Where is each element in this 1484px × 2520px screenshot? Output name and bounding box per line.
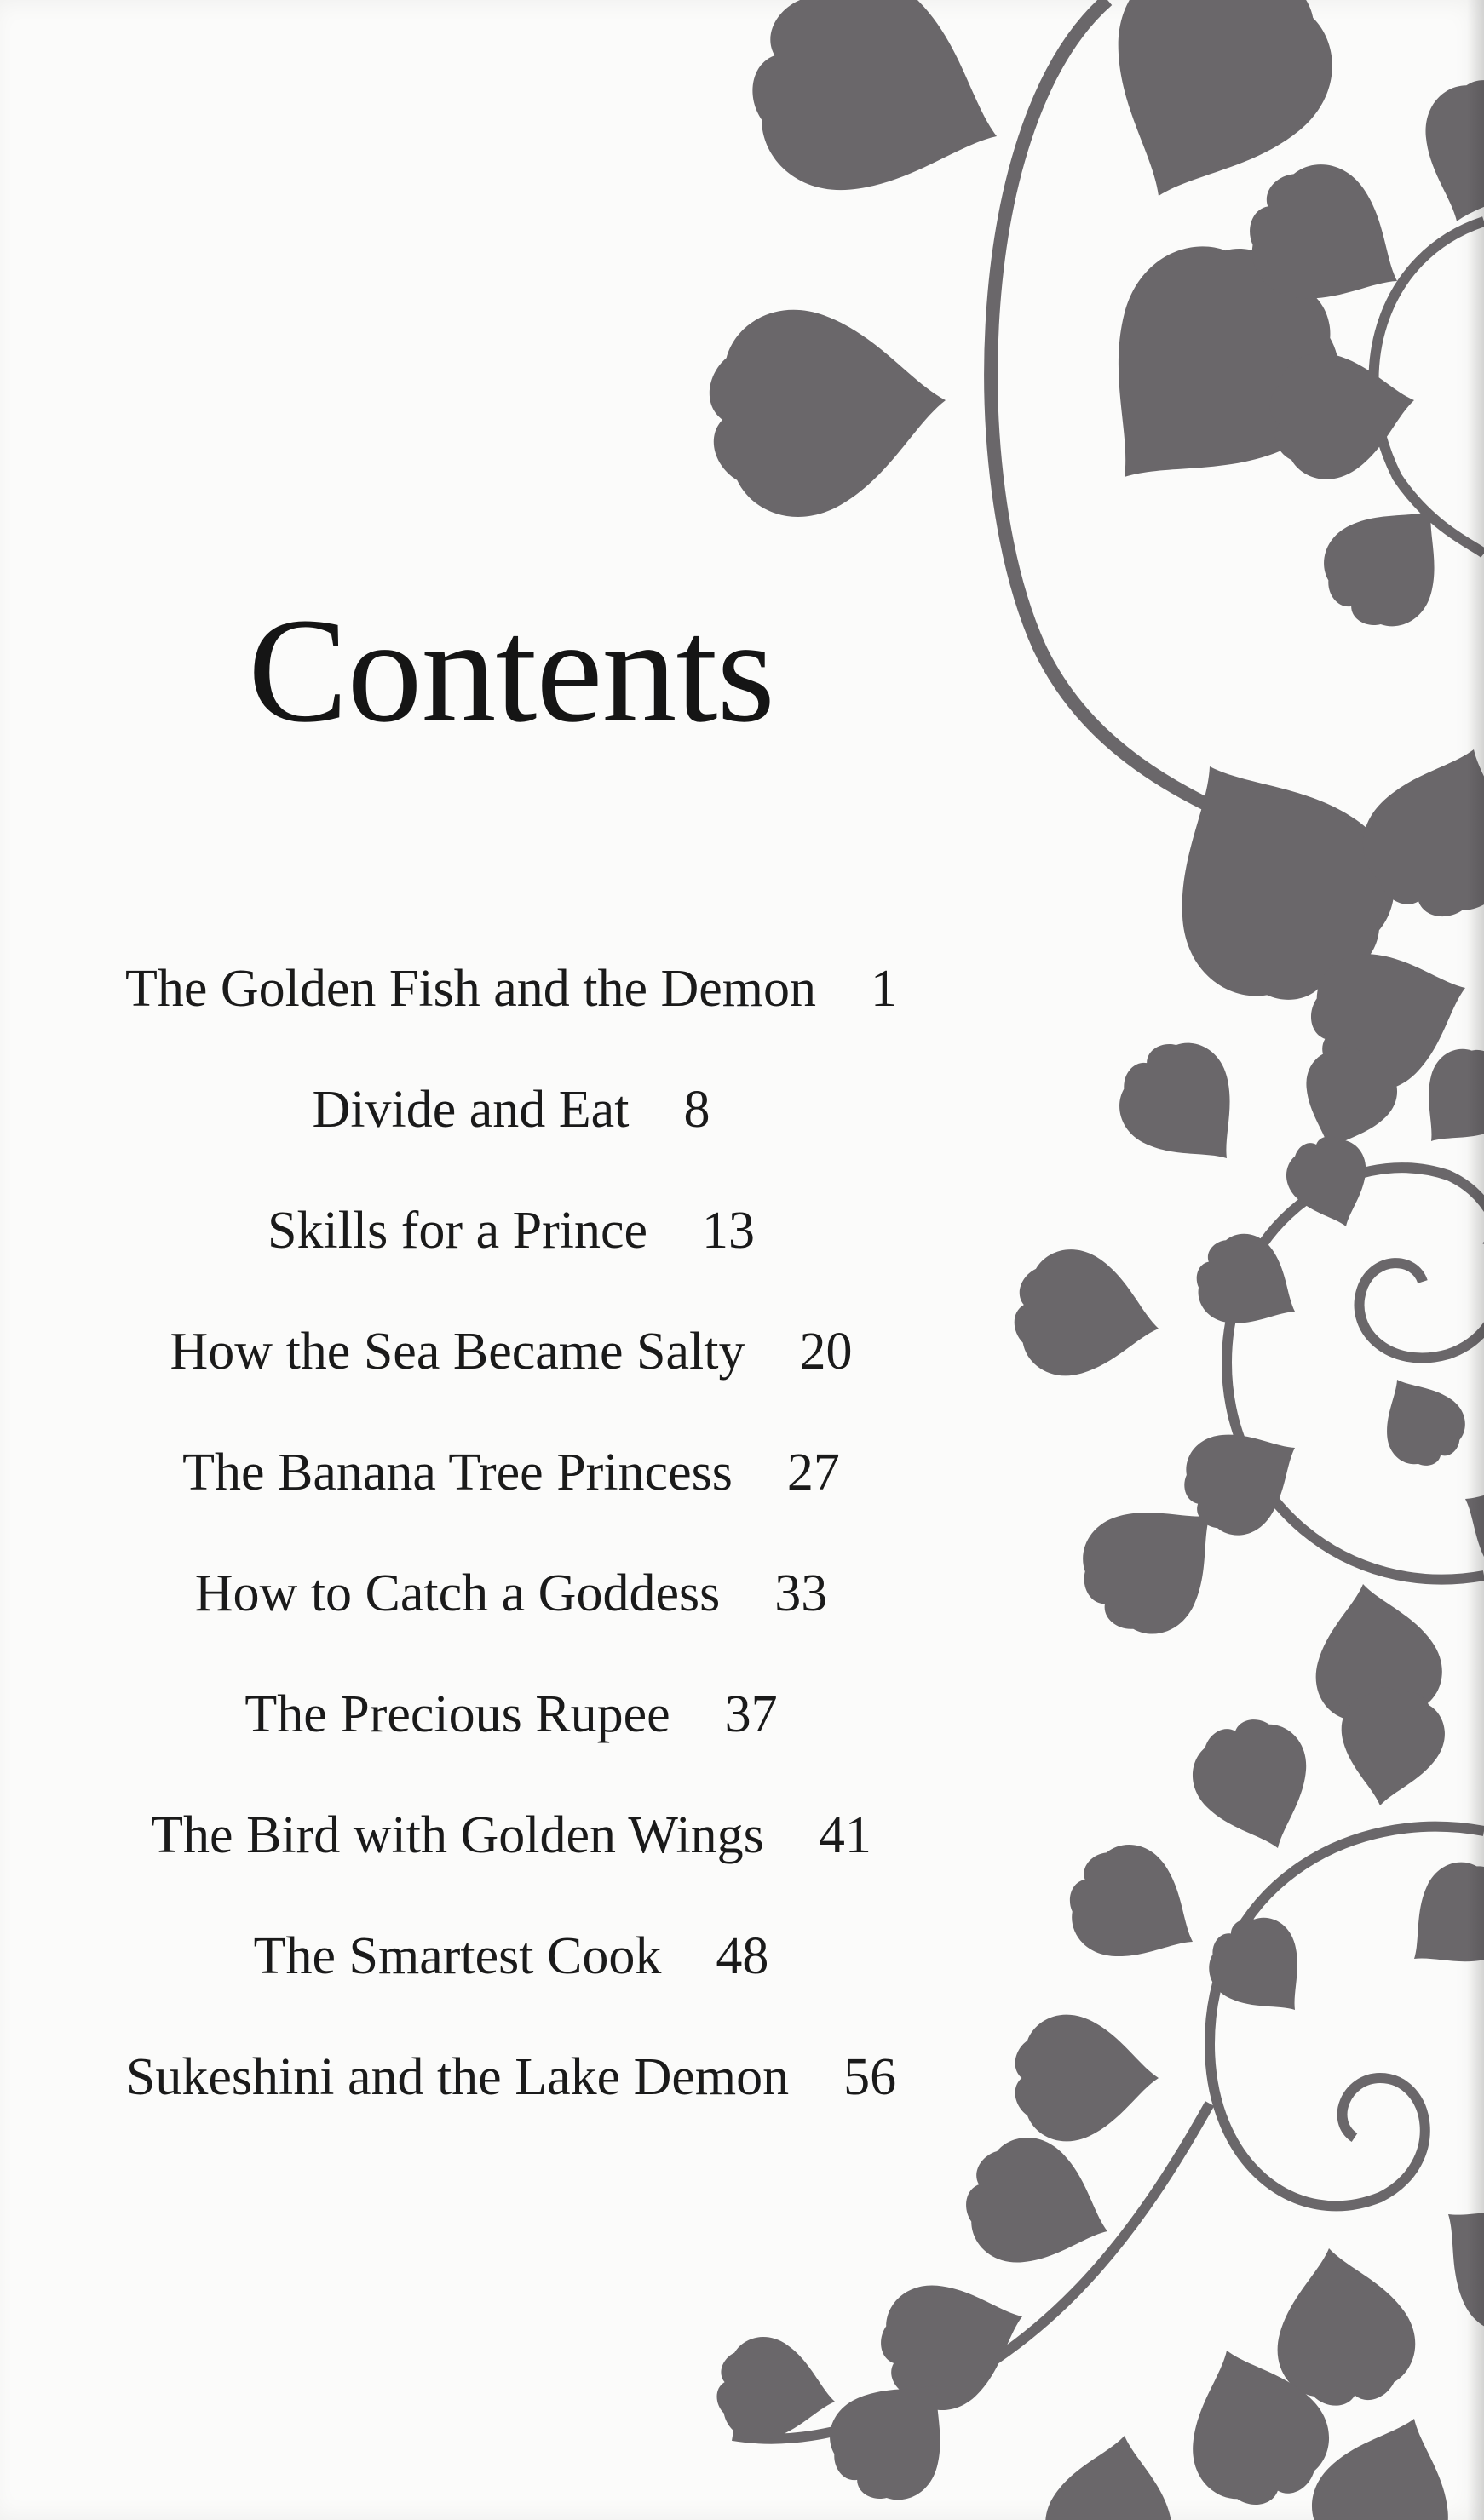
toc-entry-page: 48 (716, 1926, 769, 1985)
toc-entry (0, 1170, 1022, 1291)
toc-entry (0, 1775, 1022, 1896)
toc-entry-title: The Smartest Cook (253, 1926, 662, 1985)
toc-entry (0, 1412, 1022, 1533)
toc-entry-page: 37 (724, 1685, 778, 1743)
toc-entry (0, 2017, 1022, 2138)
toc-entry-page: 13 (702, 1201, 755, 1260)
toc-entry-page: 41 (818, 1805, 871, 1864)
toc-entry (0, 1654, 1022, 1775)
toc-entry (0, 1049, 1022, 1170)
toc-entry-page: 20 (799, 1322, 853, 1381)
toc-entry-title: How to Catch a Goddess (194, 1564, 721, 1622)
toc-entry-title: The Banana Tree Princess (182, 1443, 733, 1501)
toc-entry-title: Skills for a Prince (267, 1201, 647, 1260)
toc-entry-page: 27 (786, 1443, 840, 1501)
toc-entry-page: 33 (774, 1564, 828, 1622)
toc-entry (0, 1291, 1022, 1412)
toc-entry-page: 8 (683, 1080, 710, 1139)
toc-entry (0, 1533, 1022, 1654)
toc-entry-title: The Golden Fish and the Demon (124, 959, 817, 1018)
toc-entry-title: The Precious Rupee (244, 1685, 670, 1743)
page-edge-shadow (1467, 0, 1484, 2520)
toc-entry (0, 1896, 1022, 2017)
toc-entry-title: Sukeshini and the Lake Demon (125, 2047, 790, 2106)
toc-entry-title: The Bird with Golden Wings (151, 1805, 764, 1864)
table-of-contents (0, 928, 1022, 2138)
toc-entry-page: 56 (843, 2047, 897, 2106)
toc-entry-title: How the Sea Became Salty (170, 1322, 745, 1381)
toc-entry-title: Divide and Eat (312, 1080, 630, 1139)
toc-entry (0, 928, 1022, 1049)
toc-entry-page: 1 (871, 959, 898, 1018)
page-title: Contents (248, 588, 774, 754)
